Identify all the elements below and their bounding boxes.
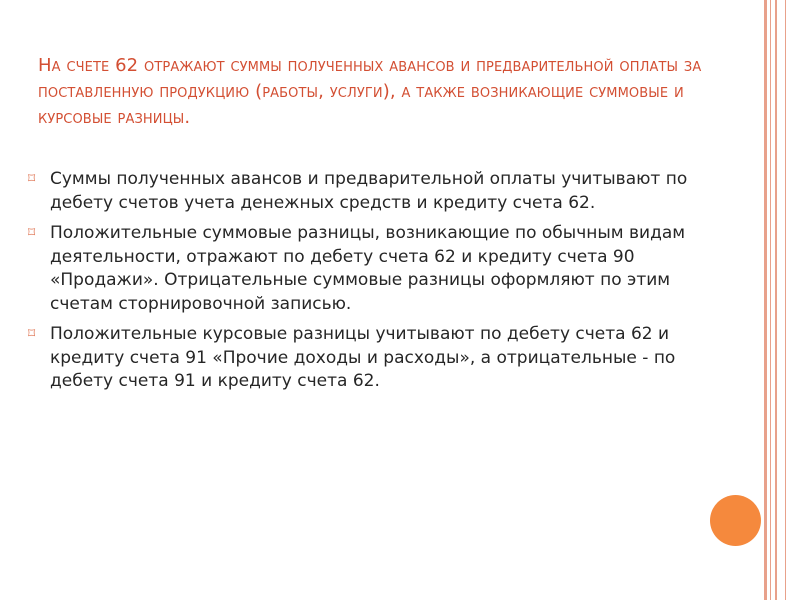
bullet-text: Положительные суммовые разницы, возникающие по обычным видам деятельности, отражают по дебету счета 62 и кредиту счета 90 «Продажи». Отрицательные суммовые разницы оформляют по этим счетам сторнировочной записью. bbox=[50, 223, 686, 314]
bullet-item bbox=[28, 323, 728, 394]
bullet-text: Положительные курсовые разницы учитывают по дебету счета 62 и кредиту счета 91 «Прочие доходы и расходы», а отрицательные - по дебету счета 91 и кредиту счета 62. bbox=[50, 324, 676, 391]
bullet-icon: ⌑ bbox=[28, 225, 36, 241]
slide-title: На счете 62 отражают суммы полученных авансов и предварительной оплаты за поставленную продукцию (работы, услуги), а также возникающие суммовые и курсовые разницы. bbox=[38, 55, 702, 128]
decorative-circle bbox=[710, 495, 761, 546]
bullet-icon: ⌑ bbox=[28, 171, 36, 187]
bullet-text: Суммы полученных авансов и предварительной оплаты учитывают по дебету счетов учета денежных средств и кредиту счета 62. bbox=[50, 169, 688, 213]
bullet-icon: ⌑ bbox=[28, 326, 36, 342]
decorative-vertical-rule bbox=[775, 0, 777, 600]
bullet-item bbox=[28, 168, 728, 215]
bullet-item bbox=[28, 222, 728, 316]
bullet-list bbox=[28, 168, 728, 401]
decorative-vertical-rule bbox=[785, 0, 786, 600]
decorative-vertical-rule bbox=[770, 0, 771, 600]
decorative-vertical-rule bbox=[764, 0, 767, 600]
